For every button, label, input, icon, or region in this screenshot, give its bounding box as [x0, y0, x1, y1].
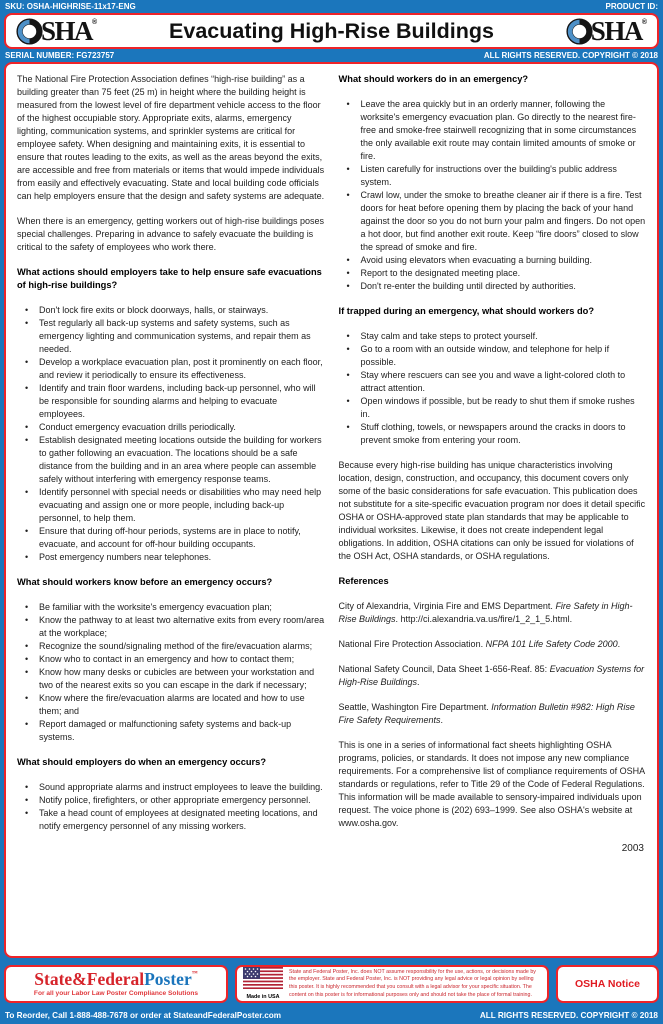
- brand-logo: [34, 968, 198, 989]
- bullet-item: • Post emergency numbers near telephones.: [17, 551, 325, 564]
- left-column-blocks: [17, 73, 325, 833]
- legal-disclaimer: State and Federal Poster, Inc. does NOT assume responsibility for the use, actions, or decisions made by the employer. State and Federal Poster, Inc. is NOT providing any legal advice or legal opinion by selling this poster. It is highly recommended that you consult with a legal advisor for your specific situation. The content on this poster is for informational purposes only and should not take the place of formal training.: [289, 968, 536, 998]
- trademark-mark: ™: [191, 970, 198, 977]
- bullet-item: • Avoid using elevators when evacuating a burning building.: [339, 254, 647, 267]
- paragraph: This is one in a series of informational fact sheets highlighting OSHA programs, policies, or standards. It does not impose any new compliance requirements. For a comprehensive list of compliance requirements of OSHA standards or regulations, refer to Title 29 of the Code of Federal Regulations. This information will be made available to sensory-impaired individuals upon request. The voice phone is (202) 693–1999. See also OSHA's website at www.osha.gov.: [338, 740, 645, 828]
- right-column-blocks: [339, 73, 647, 830]
- us-flag-icon: [243, 967, 283, 989]
- brand-tagline: For all your Labor Law Poster Compliance Solutions: [33, 990, 199, 998]
- bullet-item: • Identify personnel with special needs or disabilities who may need help evacuating and assign one or more people, including back-up personnel, to help them.: [17, 486, 325, 525]
- bullet-list: [17, 304, 325, 564]
- section-heading: What actions should employers take to help ensure safe evacuations of high-rise buildings?: [17, 267, 322, 290]
- osha-notice-box: [556, 965, 659, 1003]
- brand-box: [4, 965, 228, 1003]
- page-title: Evacuating High-Rise Buildings: [169, 18, 494, 43]
- bullet-item: • Go to a room with an outside window, and telephone for help if possible.: [339, 343, 647, 369]
- reference: City of Alexandria, Virginia Fire and EMS Department. Fire Safety in High-Rise Buildings. http://ci.alexandria.va.us/fire/1_2_1_5.html.: [338, 601, 633, 624]
- reorder-info: To Reorder, Call 1-888-488-7678 or order at StateandFederalPoster.com: [5, 1011, 282, 1020]
- paragraph: The National Fire Protection Association defines “high-rise building” as a building greater than 75 feet (25 m) in height where the building height is measured from the lowest level of fire department vehicle access to the floor of the highest occupiable story. Appropriate exits, alarms, emergency lighting, communication systems, and sprinkler systems are critical for employee safety. When designing and maintaining exits, it is essential to ensure that routes leading to the exits, as well as the areas beyond the exits, are accessible and free from materials or items that would impede individuals from easily and effectively evacuating. State and local building code officials can help employers ensure that the design and safety systems are adequate.: [17, 74, 325, 201]
- bullet-item: • Stay calm and take steps to protect yourself.: [339, 330, 647, 343]
- bullet-item: • Report to the designated meeting place.: [339, 267, 647, 280]
- bullet-item: • Report damaged or malfunctioning safety systems and back-up systems.: [17, 718, 325, 744]
- section-heading: What should workers know before an emergency occurs?: [17, 577, 273, 587]
- section-heading: What should employers do when an emergency occurs?: [17, 757, 267, 767]
- main-content: [4, 62, 659, 958]
- bullet-item: • Leave the area quickly but in an orderly manner, following the worksite's emergency evacuation plan. Go directly to the nearest fire-free and smoke-free stairwell recognizing that in some circumstances the only available exit route may contain limited amounts of smoke or fire.: [339, 98, 647, 163]
- brand-name-right: Poster: [144, 968, 192, 989]
- osha-logo-right: [566, 15, 647, 46]
- bullet-list: [17, 781, 325, 833]
- reference: National Fire Protection Association. NFPA 101 Life Safety Code 2000.: [338, 639, 621, 649]
- sku-label: SKU: OSHA-HIGHRISE-11x17-ENG: [5, 2, 136, 11]
- bullet-item: • Know where the fire/evacuation alarms are located and how to use them; and: [17, 692, 325, 718]
- serial-bar: [0, 49, 663, 62]
- bullet-item: • Develop a workplace evacuation plan, post it prominently on each floor, and review it periodically to ensure its effectiveness.: [17, 356, 325, 382]
- bullet-list: [339, 98, 647, 293]
- osha-notice-label: OSHA Notice: [575, 978, 640, 990]
- reference: National Safety Council, Data Sheet 1-656-Reaf. 85: Evacuation Systems for High-Rise Buildings.: [338, 664, 645, 687]
- bullet-item: • Know who to contact in an emergency and how to contact them;: [17, 653, 325, 666]
- footer: [4, 965, 659, 1003]
- bullet-list: [17, 601, 325, 744]
- reference: Seattle, Washington Fire Department. Information Bulletin #982: High Rise Fire Safety Requirements.: [338, 702, 635, 725]
- bullet-item: • Know the pathway to at least two alternative exits from every room/area at the workplace;: [17, 614, 325, 640]
- copyright-notice: ALL RIGHTS RESERVED. COPYRIGHT © 2018: [483, 51, 658, 60]
- bullet-item: • Know how many desks or cubicles are between your workstation and two of the nearest exits so you can escape in the dark if necessary;: [17, 666, 325, 692]
- bullet-item: • Take a head count of employees at designated meeting locations, and notify emergency personnel of any missing workers.: [17, 807, 325, 833]
- bullet-item: • Sound appropriate alarms and instruct employees to leave the building.: [17, 781, 325, 794]
- serial-number: SERIAL NUMBER: FG723757: [5, 51, 115, 60]
- bullet-item: • Don't lock fire exits or block doorways, halls, or stairways.: [17, 304, 325, 317]
- bullet-item: • Ensure that during off-hour periods, systems are in place to notify, evacuate, and account for off-hour building occupants.: [17, 525, 325, 551]
- section-heading: References: [338, 576, 389, 586]
- bullet-item: • Conduct emergency evacuation drills periodically.: [17, 421, 325, 434]
- bullet-item: • Recognize the sound/signaling method of the fire/evacuation alarms;: [17, 640, 325, 653]
- publication-year: 2003: [621, 843, 644, 854]
- osha-logo-left: [16, 15, 98, 46]
- bullet-item: • Don't re-enter the building until directed by authorities.: [339, 280, 647, 293]
- osha-logo-text: SHA: [41, 15, 93, 46]
- bullet-item: • Notify police, firefighters, or other appropriate emergency personnel.: [17, 794, 325, 807]
- osha-logo-text: SHA: [590, 15, 642, 46]
- bullet-item: • Open windows if possible, but be ready to shut them if smoke rushes in.: [339, 395, 647, 421]
- brand-name-left: State&Federal: [34, 968, 145, 989]
- registered-mark: ®: [92, 18, 98, 26]
- header: [4, 13, 659, 49]
- bullet-item: • Stuff clothing, towels, or newspapers around the cracks in doors to prevent smoke from entering your room.: [339, 421, 647, 447]
- bullet-item: • Identify and train floor wardens, including back-up personnel, who will be responsible for sounding alarms and helping to evacuate employees.: [17, 382, 325, 421]
- disclaimer-box: [235, 965, 549, 1003]
- right-column: [339, 73, 647, 950]
- top-bar: [0, 0, 663, 13]
- bullet-item: • Test regularly all back-up systems and safety systems, such as emergency lighting and communication systems, and repair them as needed.: [17, 317, 325, 356]
- bullet-list: [339, 330, 647, 447]
- osha-o-icon: [16, 18, 43, 45]
- section-heading: What should workers do in an emergency?: [338, 74, 529, 84]
- made-in-usa-label: Made in USA: [246, 994, 280, 1001]
- paragraph: Because every high-rise building has unique characteristics involving location, design, construction, and occupancy, this document covers only some of the basic considerations for safe evacuation. This publication does not substitute for a site-specific evacuation program nor does it detail specific OSHA or OSHA-approved state plan standards that may be applicable to individual worksites. Likewise, it does not create independent legal obligations. In addition, OSHA citations can only be issued for violations of the OSH Act, OSHA standards, or OSHA regulations.: [338, 460, 646, 561]
- bullet-item: • Stay where rescuers can see you and wave a light-colored cloth to attract attention.: [339, 369, 647, 395]
- bullet-item: • Establish designated meeting locations outside the building for workers to gather following an evacuation. The locations should be a safe distance from the building and in an area where people can assemble safely without interfering with emergency response teams.: [17, 434, 325, 486]
- registered-mark: ®: [641, 18, 647, 26]
- made-in-usa-block: [241, 967, 285, 1000]
- bullet-item: • Be familiar with the worksite's emergency evacuation plan;: [17, 601, 325, 614]
- paragraph: When there is an emergency, getting workers out of high-rise buildings poses special challenges. Preparing in advance to safely evacuate the building is critical to the safety of employees who work there.: [17, 216, 324, 252]
- bullet-item: • Listen carefully for instructions over the building's public address system.: [339, 163, 647, 189]
- bullet-item: • Crawl low, under the smoke to breathe cleaner air if there is a fire. Test doors for heat before opening them by placing the back of your hand against the door so you do not burn your palm and fingers. Do not open a hot door, but find another exit route. Keep “fire doors” closed to slow the spread of smoke and fire.: [339, 189, 647, 254]
- bottom-bar: [0, 1007, 663, 1024]
- section-heading: If trapped during an emergency, what should workers do?: [338, 306, 595, 316]
- left-column: [17, 73, 325, 950]
- copyright-notice: ALL RIGHTS RESERVED. COPYRIGHT © 2018: [479, 1011, 658, 1020]
- osha-o-icon: [566, 18, 593, 45]
- product-id-label: PRODUCT ID:: [605, 2, 658, 11]
